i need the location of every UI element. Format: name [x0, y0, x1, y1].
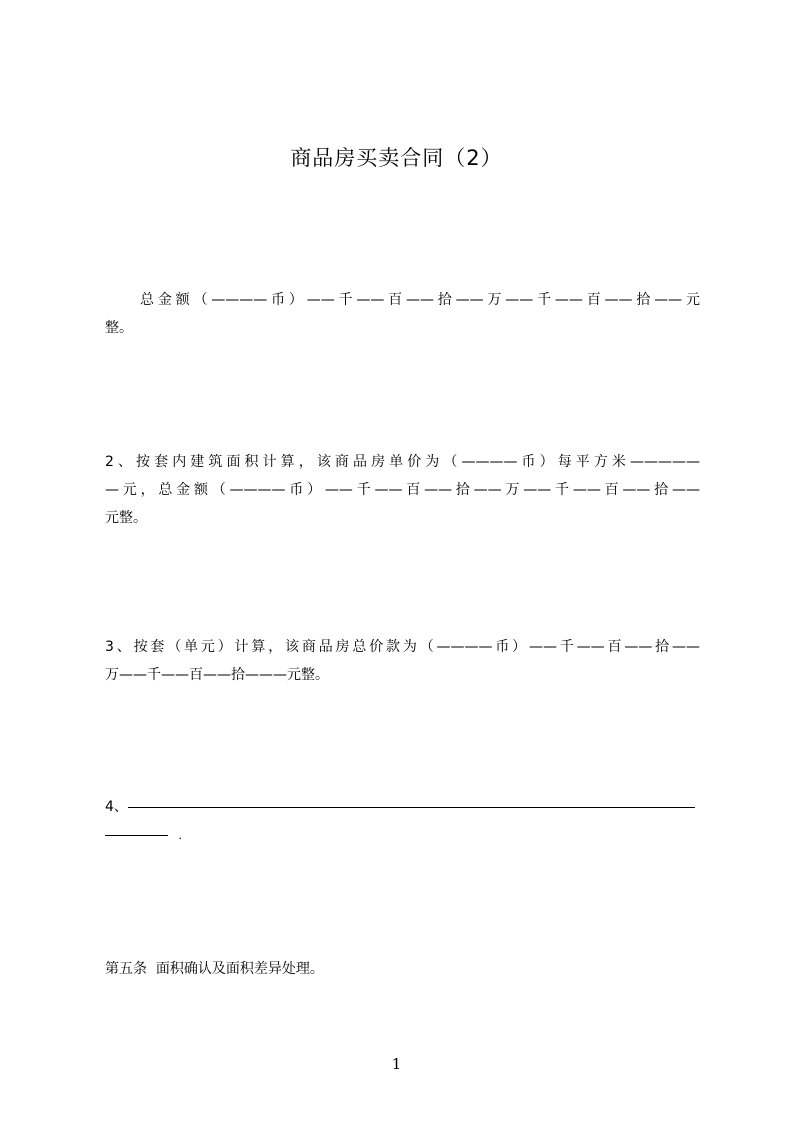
- item-2-line-3: 元整。: [105, 510, 147, 526]
- item-3-line-2: 万——千——百——拾———元整。: [105, 667, 329, 683]
- item-4-line-2: [105, 822, 700, 849]
- item-2-line-1: 2、按套内建筑面积计算，该商品房单价为（————币）每平方米—————: [105, 454, 700, 470]
- document-title: 商品房买卖合同（2）: [290, 146, 503, 170]
- item-4-suffix: .: [178, 829, 182, 842]
- item-3-line-1: 3、按套（单元）计算，该商品房总价款为（————币）——千——百——拾——: [105, 639, 700, 655]
- total-amount-line-1: 总金额（————币）——千——百——拾——万——千——百——拾——元: [140, 292, 700, 308]
- page-number: 1: [391, 1055, 402, 1073]
- item-4-prefix: 4、: [105, 799, 128, 815]
- article-5-heading: 第五条 面积确认及面积差异处理。: [105, 961, 324, 977]
- item-4-blank-rule-cont: [105, 835, 168, 836]
- item-2-line-2: —元，总金额（————币）——千——百——拾——万——千——百——拾——: [105, 482, 700, 498]
- item-4-line-1: [105, 794, 700, 820]
- total-amount-line-2: 整。: [105, 320, 133, 336]
- item-4-blank-rule: [128, 807, 695, 808]
